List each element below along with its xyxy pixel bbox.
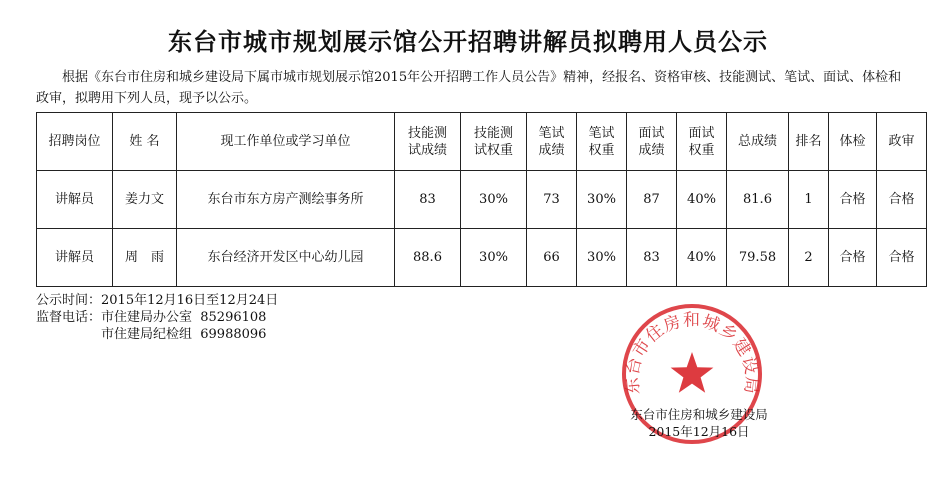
issuer-name: 东台市住房和城乡建设局 bbox=[630, 407, 768, 422]
header-skill-weight: 技能测 试权重 bbox=[461, 113, 527, 171]
cell-medical: 合格 bbox=[829, 229, 877, 287]
cell-interview-weight: 40% bbox=[677, 229, 727, 287]
header-medical: 体检 bbox=[829, 113, 877, 171]
cell-skill-weight: 30% bbox=[461, 171, 527, 229]
notice-period: 公示时间：2015年12月16日至12月24日 bbox=[36, 293, 279, 308]
cell-political: 合格 bbox=[877, 229, 927, 287]
cell-medical: 合格 bbox=[829, 171, 877, 229]
hiring-table bbox=[36, 112, 927, 287]
issuer-block bbox=[614, 406, 784, 440]
header-written-weight: 笔试 权重 bbox=[577, 113, 627, 171]
cell-skill-score: 83 bbox=[395, 171, 461, 229]
cell-total: 81.6 bbox=[727, 171, 789, 229]
cell-name: 姜力文 bbox=[113, 171, 177, 229]
header-name: 姓 名 bbox=[113, 113, 177, 171]
header-written-score: 笔试 成绩 bbox=[527, 113, 577, 171]
header-skill-score: 技能测 试成绩 bbox=[395, 113, 461, 171]
header-total: 总成绩 bbox=[727, 113, 789, 171]
cell-written-weight: 30% bbox=[577, 229, 627, 287]
intro-paragraph: 根据《东台市住房和城乡建设局下属市城市规划展示馆2015年公开招聘工作人员公告》精神，经报名、资格审核、技能测试、笔试、面试、体检和政审，拟聘用下列人员，现予以公示。 bbox=[36, 70, 902, 106]
cell-skill-weight: 30% bbox=[461, 229, 527, 287]
cell-rank: 1 bbox=[789, 171, 829, 229]
page-title: 东台市城市规划展示馆公开招聘讲解员拟聘用人员公示 bbox=[168, 28, 768, 56]
cell-rank: 2 bbox=[789, 229, 829, 287]
table-row bbox=[37, 171, 927, 229]
cell-interview-score: 83 bbox=[627, 229, 677, 287]
cell-political: 合格 bbox=[877, 171, 927, 229]
table-row bbox=[37, 229, 927, 287]
cell-interview-score: 87 bbox=[627, 171, 677, 229]
header-rank: 排名 bbox=[789, 113, 829, 171]
supervision-phone-office: 监督电话：市住建局办公室 85296108 bbox=[36, 310, 267, 325]
cell-total: 79.58 bbox=[727, 229, 789, 287]
notice-footer bbox=[36, 292, 278, 343]
header-workplace: 现工作单位或学习单位 bbox=[177, 113, 395, 171]
cell-written-weight: 30% bbox=[577, 171, 627, 229]
cell-workplace: 东台市东方房产测绘事务所 bbox=[177, 171, 395, 229]
header-position: 招聘岗位 bbox=[37, 113, 113, 171]
cell-position: 讲解员 bbox=[37, 171, 113, 229]
cell-written-score: 66 bbox=[527, 229, 577, 287]
header-interview-weight: 面试 权重 bbox=[677, 113, 727, 171]
svg-text:东台市住房和城乡建设局: 东台市住房和城乡建设局 bbox=[622, 310, 762, 396]
cell-written-score: 73 bbox=[527, 171, 577, 229]
cell-name: 周 雨 bbox=[113, 229, 177, 287]
issue-date: 2015年12月16日 bbox=[648, 424, 750, 439]
cell-workplace: 东台经济开发区中心幼儿园 bbox=[177, 229, 395, 287]
header-political: 政审 bbox=[877, 113, 927, 171]
supervision-phone-discipline: 市住建局纪检组 69988096 bbox=[101, 327, 267, 342]
cell-position: 讲解员 bbox=[37, 229, 113, 287]
cell-skill-score: 88.6 bbox=[395, 229, 461, 287]
table-header-row bbox=[37, 113, 927, 171]
header-interview-score: 面试 成绩 bbox=[627, 113, 677, 171]
cell-interview-weight: 40% bbox=[677, 171, 727, 229]
